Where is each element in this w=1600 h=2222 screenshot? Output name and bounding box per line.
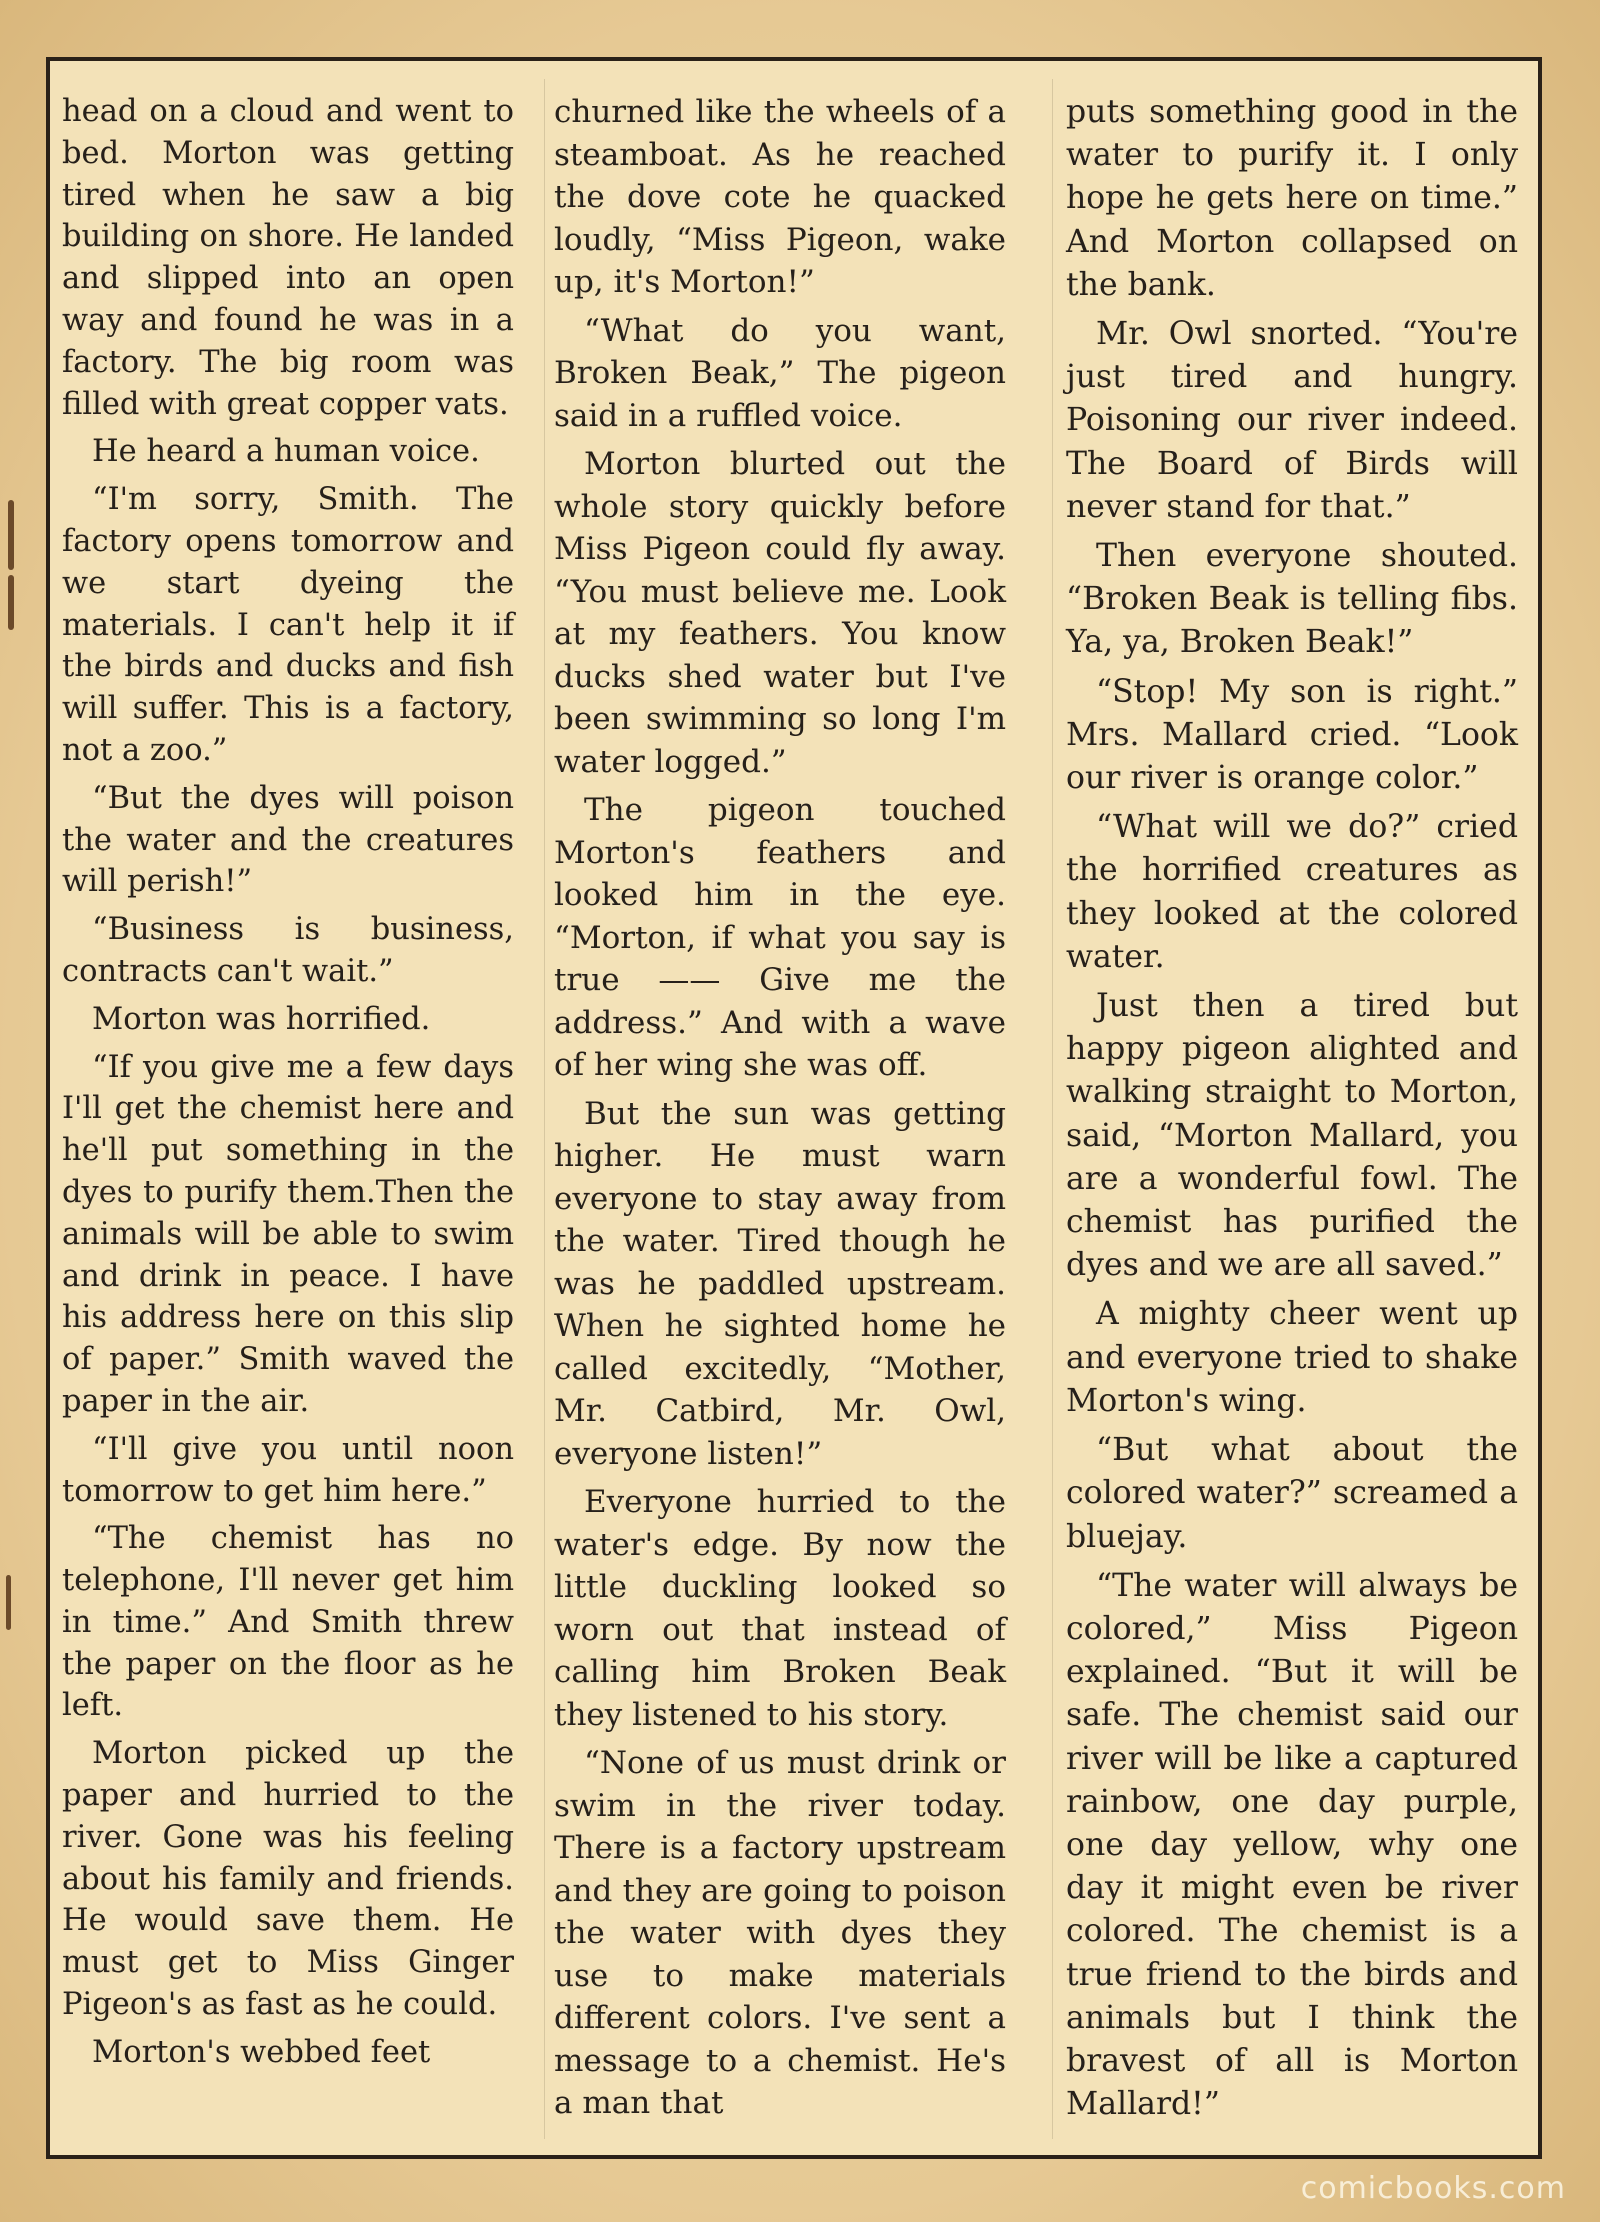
story-paragraph: Morton was horrified. — [92, 1001, 431, 1037]
column-divider — [1052, 79, 1053, 2139]
story-paragraph: “Stop! My son is right.” Mrs. Mallard cried. “Look our river is orange color.” — [1066, 673, 1518, 797]
story-paragraph: head on a cloud and went to bed. Morton was getting tired when he saw a big building on shore. He landed and slipped into an open way and found he was in a factory. The big room was filled with great copper vats. — [62, 94, 514, 422]
story-paragraph: Mr. Owl snorted. “You're just tired and hungry. Poisoning our river indeed. The Board of Birds will never stand for that.” — [1066, 316, 1518, 525]
binding-mark — [6, 1575, 11, 1630]
story-paragraph: churned like the wheels of a steamboat. As he reached the dove cote he quacked loudly, “Miss Pigeon, wake up, it's Morton!” — [554, 94, 1006, 300]
story-paragraph: Just then a tired but happy pigeon alighted and walking straight to Morton, said, “Morton Mallard, you are a wonderful fowl. The chemist has purified the dyes and we are all saved.” — [1066, 988, 1518, 1284]
story-paragraph: The pigeon touched Morton's feathers and looked him in the eye. “Morton, if what you say is true —— Give me the address.” And with a wave of her wing she was off. — [554, 792, 1006, 1083]
story-paragraph: “I'm sorry, Smith. The factory opens tomorrow and we start dyeing the materials. I can't help it if the birds and ducks and fish will suffer. This is a factory, not a zoo.” — [62, 482, 514, 768]
story-paragraph: “What will we do?” cried the horrified creatures as they looked at the colored water. — [1066, 809, 1518, 975]
story-text-panel — [46, 57, 1542, 2159]
text-column-2 — [554, 91, 1006, 2131]
story-paragraph: “The chemist has no telephone, I'll never get him in time.” And Smith threw the paper on the floor as he left. — [62, 1521, 514, 1724]
story-paragraph: “If you give me a few days I'll get the chemist here and he'll put something in the dyes to purify them.Then the animals will be able to swim and drink in peace. I have his address here on this slip of paper.” Smith waved the paper in the air. — [62, 1049, 514, 1419]
story-paragraph: “I'll give you until noon tomorrow to get him here.” — [62, 1431, 514, 1509]
story-paragraph: A mighty cheer went up and everyone tried to shake Morton's wing. — [1066, 1296, 1518, 1419]
binding-mark — [8, 500, 14, 570]
binding-mark — [8, 575, 14, 630]
story-paragraph: puts something good in the water to purify it. I only hope he gets here on time.” And Morton collapsed on the bank. — [1066, 94, 1518, 303]
story-paragraph: “None of us must drink or swim in the river today. There is a factory upstream and they are going to poison the water with dyes they use to make materials different colors. I've sent a message to a chemist. He's a man that — [554, 1745, 1006, 2121]
story-paragraph: Morton blurted out the whole story quickly before Miss Pigeon could fly away. “You must believe me. Look at my feathers. You know ducks shed water but I've been swimming so long I'm water logged.” — [554, 446, 1006, 780]
story-paragraph: He heard a human voice. — [92, 434, 480, 470]
story-paragraph: “But what about the colored water?” screamed a bluejay. — [1066, 1432, 1518, 1555]
story-paragraph: Everyone hurried to the water's edge. By now the little duckling looked so worn out that instead of calling him Broken Beak they listened to his story. — [554, 1484, 1006, 1733]
story-paragraph: “Business is business, contracts can't wait.” — [62, 912, 514, 989]
column-divider — [544, 79, 545, 2139]
story-paragraph: “But the dyes will poison the water and the creatures will perish!” — [62, 780, 514, 900]
story-paragraph: “The water will always be colored,” Miss Pigeon explained. “But it will be safe. The chemist said our river will be like a captured rainbow, one day purple, one day yellow, why one day it might even be river colored. The chemist is a true friend to the birds and animals but I think the bravest of all is Morton Mallard!” — [1066, 1567, 1518, 2123]
story-paragraph: Then everyone shouted. “Broken Beak is telling fibs. Ya, ya, Broken Beak!” — [1066, 538, 1518, 661]
story-paragraph: Morton picked up the paper and hurried to the river. Gone was his feeling about his family and friends. He would save them. He must get to Miss Ginger Pigeon's as fast as he could. — [62, 1736, 514, 2023]
text-column-1 — [62, 91, 514, 2080]
story-paragraph: “What do you want, Broken Beak,” The pigeon said in a ruffled voice. — [554, 312, 1006, 434]
story-paragraph: Morton's webbed feet — [92, 2034, 431, 2070]
story-paragraph: But the sun was getting higher. He must warn everyone to stay away from the water. Tired though he was he paddled upstream. When he sighted home he called excitedly, “Mother, Mr. Catbird, Mr. Owl, everyone listen!” — [554, 1095, 1006, 1472]
text-column-3 — [1066, 91, 1518, 2132]
watermark: comicbooks.com — [1300, 2171, 1566, 2206]
